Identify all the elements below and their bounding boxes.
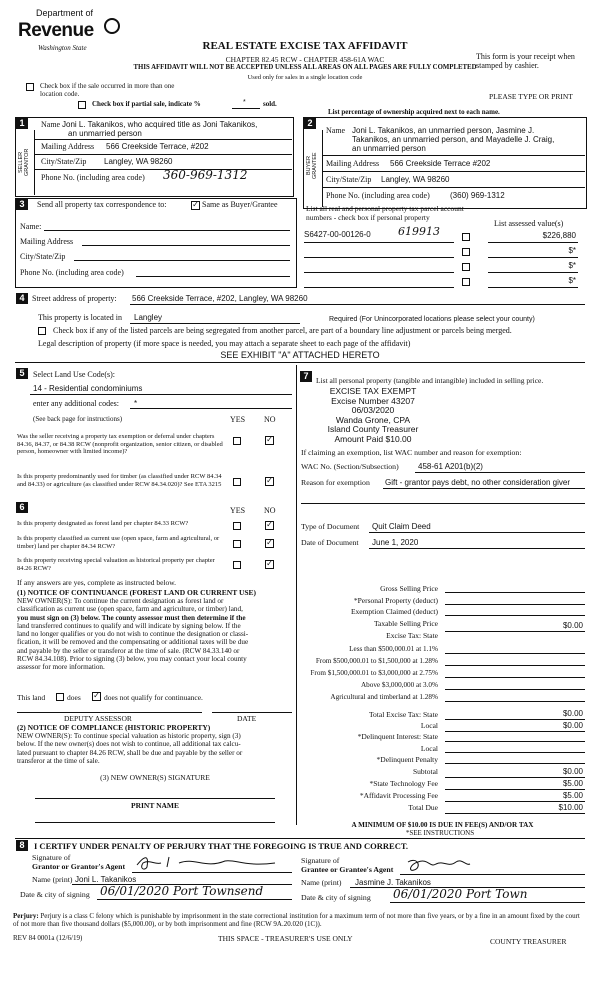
receipt-note: This form is your receipt when stamped by cashier. xyxy=(476,52,575,70)
grantor-date-city: 06/01/2020 Port Townsend xyxy=(100,884,264,898)
form-title: REAL ESTATE EXCISE TAX AFFIDAVIT xyxy=(202,40,408,52)
parcel-list-title: List all real and personal property tax parcel account numbers - check box if personal property xyxy=(306,204,464,222)
corr-name-label: Name: xyxy=(20,222,42,231)
grantor-name-label: Name (print) xyxy=(32,875,73,884)
wac-value: 458-61 A201(b)(2) xyxy=(418,462,483,471)
partial-pct-value: * xyxy=(243,99,246,106)
tier-less-500k-label: Less than $500,000.01 at 1.1% xyxy=(349,645,438,653)
sec6-no-header: NO xyxy=(264,506,276,515)
buyer-mail-label: Mailing Address xyxy=(326,159,380,168)
sec5-q1: Was the seller receiving a property tax exemption or deferral under chapters 84.36, 84.37, or 84.38 RCW (nonprofit organization, senior citizen, or disabled person, homeowner with limited income)? xyxy=(17,433,223,455)
notice-continuance-title: (1) NOTICE OF CONTINUANCE (FOREST LAND OR CURRENT USE) xyxy=(17,588,257,597)
seller-name-line2: an unmarried person xyxy=(68,129,142,138)
section-4-number: 4 xyxy=(16,293,28,304)
taxable-price-value: $0.00 xyxy=(562,621,583,630)
buyer-mail: 566 Creekside Terrace #202 xyxy=(390,159,491,168)
street-label: Street address of property: xyxy=(32,294,117,303)
minimum-note: A MINIMUM OF $10.00 IS DUE IN FEE(S) AND/OR TAX xyxy=(351,821,534,829)
if-yes-note: If any answers are yes, complete as instructed below. xyxy=(17,578,177,587)
land-use-code: 14 - Residential condominiums xyxy=(33,384,143,393)
total-state-label: Total Excise Tax: State xyxy=(368,710,438,719)
parcel-handwritten: 619913 xyxy=(398,225,440,238)
assessed-label: List assessed value(s) xyxy=(494,219,564,228)
personal-property-checkbox-1[interactable] xyxy=(462,233,470,241)
notice-compliance-text: NEW OWNER(S): To continue special valuation as historic property, sign (3) below. If the new owner(s) does not wish to continue, all additional tax calcu- lated pursuant to chapter 84.26 RCW, shall be due and payable by the seller or transferor at the time of sale. xyxy=(17,732,243,765)
grantee-signature-label: Signature of Grantee or Grantee's Agent xyxy=(301,856,394,874)
parcel-number: S6427-00-00126-0 xyxy=(304,230,371,239)
corr-mail-label: Mailing Address xyxy=(20,237,74,246)
logo-swirl-icon xyxy=(104,18,120,34)
gross-price-label: Gross Selling Price xyxy=(380,584,438,593)
delinquent-penalty-label: *Delinquent Penalty xyxy=(376,755,438,764)
doc-date-value: June 1, 2020 xyxy=(372,538,419,547)
buyer-phone-label: Phone No. (including area code) xyxy=(326,191,430,200)
chapter-line: CHAPTER 82.45 RCW - CHAPTER 458-61A WAC xyxy=(225,55,385,64)
grantee-signature xyxy=(404,854,544,872)
buyer-name-line1: Joni L. Takanikos, an unmarried person, Jasmine J. xyxy=(352,126,535,135)
sec5-q2-yes-checkbox[interactable] xyxy=(233,478,241,486)
corr-phone-label: Phone No. (including area code) xyxy=(20,268,124,277)
see-instructions: *SEE INSTRUCTIONS xyxy=(405,829,475,837)
assessed-value-2: $* xyxy=(568,246,576,255)
personal-property-label: List all personal property (tangible and intangible) included in selling price. xyxy=(316,376,544,385)
see-back-note: (See back page for instructions) xyxy=(33,415,123,423)
agricultural-label: Agricultural and timberland at 1.28% xyxy=(330,693,438,701)
personal-property-checkbox-2[interactable] xyxy=(462,248,470,256)
assessed-value-4: $* xyxy=(568,276,576,285)
sec5-yes-header: YES xyxy=(230,415,246,424)
notice-compliance-title: (2) NOTICE OF COMPLIANCE (HISTORIC PROPERTY) xyxy=(17,723,211,732)
sec6-q1-no-checkbox[interactable]: ✓ xyxy=(266,520,273,529)
corr-city-label: City/State/Zip xyxy=(20,252,66,261)
delinquent-local-label: Local xyxy=(420,744,438,753)
total-due-value: $10.00 xyxy=(558,803,583,812)
tech-fee-label: *State Technology Fee xyxy=(369,779,438,788)
segregated-checkbox[interactable] xyxy=(38,327,46,335)
buyer-phone: (360) 969-1312 xyxy=(450,191,505,200)
buyer-name-label: Name xyxy=(326,126,346,135)
seller-mail-label: Mailing Address xyxy=(41,142,95,151)
sec6-q1: Is this property designated as forest land per chapter 84.33 RCW? xyxy=(17,520,189,527)
assessor-date-label: DATE xyxy=(237,714,257,723)
seller-city-label: City/State/Zip xyxy=(41,157,87,166)
sec5-q1-yes-checkbox[interactable] xyxy=(233,437,241,445)
section-2-number: 2 xyxy=(304,118,316,129)
claiming-exemption-label: If claiming an exemption, list WAC number and reason for exemption: xyxy=(301,448,522,457)
perjury-statement: Perjury: Perjury is a class C felony which is punishable by imprisonment in the state correctional institution for a maximum term of not more than five years, or by a fine in an amount fixed by the court of not more than five thousand dollars ($5,000.00), or by both imprisonment and fine (RCW 9A.20.020 (1C)). xyxy=(13,912,580,928)
sec6-q2: Is this property classified as current use (open space, farm and agricultural, or timber) land per chapter 84.34 RCW? xyxy=(17,535,220,550)
seller-name-line1: Joni L. Takanikos, who acquired title as Joni Takanikos, xyxy=(62,120,258,129)
ownership-note: List percentage of ownership acquired next to each name. xyxy=(328,108,500,116)
seller-side-label: SELLER GRANTOR xyxy=(18,148,30,176)
assessed-value-3: $* xyxy=(568,261,576,270)
land-use-label: Select Land Use Code(s): xyxy=(33,370,115,379)
tier-1-label: From $500,000.01 to $1,500,000 at 1.28% xyxy=(315,657,438,665)
legal-description-label: Legal description of property (if more space is needed, you may attach a separate sheet to each page of the affidavit) xyxy=(38,339,411,348)
does-not-label: does not qualify for continuance. xyxy=(104,693,203,702)
land-does-checkbox[interactable] xyxy=(56,693,64,701)
delinquent-state-label: *Delinquent Interest: State xyxy=(357,732,438,741)
taxable-price-label: Taxable Selling Price xyxy=(373,619,438,628)
seller-mail: 566 Creekside Terrace, #202 xyxy=(106,142,209,151)
form-number: REV 84 0001a (12/6/19) xyxy=(13,934,83,942)
buyer-city-label: City/State/Zip xyxy=(326,175,372,184)
grantee-date-city: 06/01/2020 Port Town xyxy=(393,887,528,901)
section-6-number: 6 xyxy=(16,502,28,513)
this-land-label: This land xyxy=(17,693,46,702)
subtotal-label: Subtotal xyxy=(412,767,438,776)
sec6-q2-no-checkbox[interactable]: ✓ xyxy=(266,538,273,547)
reason-value: Gift - grantor pays debt, no other consideration giver xyxy=(385,478,570,487)
doc-date-label: Date of Document xyxy=(301,538,359,547)
warning-line: THIS AFFIDAVIT WILL NOT BE ACCEPTED UNLESS ALL AREAS ON ALL PAGES ARE FULLY COMPLETED xyxy=(133,64,477,71)
print-name-label: PRINT NAME xyxy=(131,801,179,810)
partial-sale-checkbox[interactable] xyxy=(78,101,86,109)
tier-3-label: Above $3,000,000 at 3.0% xyxy=(360,681,438,689)
multi-location-label: Check box if the sale occurred in more than one location code. xyxy=(40,82,175,98)
doc-type-label: Type of Document xyxy=(301,522,360,531)
grantor-name: Joni L. Takanikos xyxy=(75,875,137,884)
sec6-q3: Is this property receiving special valuation as historical property per chapter 84.26 RCW? xyxy=(17,557,215,572)
dept-label: Department of xyxy=(36,8,94,18)
processing-fee-label: *Affidavit Processing Fee xyxy=(359,791,438,800)
grantee-name: Jasmine J. Takanikos xyxy=(355,878,431,887)
exhibit-reference: SEE EXHIBIT "A" ATTACHED HERETO xyxy=(220,350,380,360)
processing-fee-value: $5.00 xyxy=(562,791,583,800)
grantee-name-label: Name (print) xyxy=(301,878,342,887)
sec5-q1-no-checkbox[interactable]: ✓ xyxy=(266,435,273,444)
land-does-not-checkbox[interactable]: ✓ xyxy=(93,691,100,700)
local-value: $0.00 xyxy=(562,721,583,730)
correspondence-label: Send all property tax correspondence to: xyxy=(37,200,167,209)
segregated-label: Check box if any of the listed parcels are being segregated from another parcel, are part of a boundary line adjustment or parcels being merged. xyxy=(53,326,512,335)
same-as-buyer-label: Same as Buyer/Grantee xyxy=(202,200,278,209)
revenue-logo: Revenue xyxy=(18,20,94,41)
buyer-city: Langley, WA 98260 xyxy=(381,175,450,184)
located-label: This property is located in xyxy=(38,313,122,322)
notice-continuance-text: NEW OWNER(S): To continue the current designation as forest land or classification as current use (open space, farm and agriculture, or timber) land, you must sign on (3) below. The county assessor must then determine if the land transferred continues to qualify and will indicate by signing below. If the land no longer qualifies or you do not wish to continue the designation or classi- fication, it will be removed and the compensating or additional taxes will be due and payable by the seller or transferor at the time of sale. (RCW 84.33.140 or RCW 84.34.108). Prior to signing (3) below, you may contact your local county assessor for more information. xyxy=(17,597,249,672)
tech-fee-value: $5.00 xyxy=(562,779,583,788)
personal-property-checkbox-3[interactable] xyxy=(462,263,470,271)
state-label: Washington State xyxy=(38,44,87,52)
used-only-line: Used only for sales in a single location code xyxy=(247,74,363,81)
multi-location-checkbox[interactable] xyxy=(26,83,34,91)
grantor-signature-label: Signature of Grantor or Grantor's Agent xyxy=(32,853,126,871)
same-as-buyer-checkbox[interactable]: ✓ xyxy=(192,200,199,209)
deputy-assessor-label: DEPUTY ASSESSOR xyxy=(64,714,132,723)
tier-2-label: From $1,500,000.01 to $3,000,000 at 2.75% xyxy=(310,669,438,677)
seller-city: Langley, WA 98260 xyxy=(104,157,173,166)
subtotal-value: $0.00 xyxy=(562,767,583,776)
seller-name-label: Name xyxy=(41,120,61,129)
seller-phone-label: Phone No. (including area code) xyxy=(41,173,145,182)
treasurer-space-label: THIS SPACE - TREASURER'S USE ONLY xyxy=(218,934,353,943)
county-treasurer-label: COUNTY TREASURER xyxy=(490,937,567,946)
buyer-name-line2: Takanikos, an unmarried person, and Mayadelle J. Craig, xyxy=(352,135,555,144)
section-5-number: 5 xyxy=(16,368,28,379)
sec6-q1-yes-checkbox[interactable] xyxy=(233,522,241,530)
street-address: 566 Creekside Terrace, #202, Langley, WA 98260 xyxy=(132,294,308,303)
buyer-name-line3: an unmarried person xyxy=(352,144,426,153)
does-label: does xyxy=(67,693,81,702)
section-7-number: 7 xyxy=(300,371,312,382)
reason-label: Reason for exemption xyxy=(301,478,370,487)
section-3-number: 3 xyxy=(16,199,28,210)
total-due-label: Total Due xyxy=(408,803,438,812)
sec5-q2: Is this property predominantly used for timber (as classified under RCW 84.34 and 84.33) or agriculture (as classified under RCW 84.34.020)? See ETA 3215 xyxy=(17,473,222,488)
grantor-date-label: Date & city of signing xyxy=(20,890,90,899)
local-label: Local xyxy=(420,721,438,730)
sec6-yes-header: YES xyxy=(230,506,246,515)
sec6-q2-yes-checkbox[interactable] xyxy=(233,540,241,548)
new-owner-signature-label: (3) NEW OWNER(S) SIGNATURE xyxy=(100,773,210,782)
sec6-q3-no-checkbox[interactable]: ✓ xyxy=(266,559,273,568)
sold-label: sold. xyxy=(263,100,277,108)
exempt-stamp: EXCISE TAX EXEMPT Excise Number 43207 06/03/2020 Wanda Grone, CPA Island County Treasurer Amount Paid $10.00 xyxy=(327,386,419,444)
location-value: Langley xyxy=(134,313,163,322)
type-or-print: PLEASE TYPE OR PRINT xyxy=(489,92,573,101)
sec5-q2-no-checkbox[interactable]: ✓ xyxy=(266,476,273,485)
certify-statement: I CERTIFY UNDER PENALTY OF PERJURY THAT THE FOREGOING IS TRUE AND CORRECT. xyxy=(34,841,409,851)
exemption-deduct-label: Exemption Claimed (deduct) xyxy=(350,607,438,616)
grantor-signature xyxy=(135,853,285,871)
additional-codes-label: enter any additional codes: xyxy=(33,399,119,408)
buyer-side-label: BUYER GRANTEE xyxy=(306,152,318,180)
personal-property-checkbox-4[interactable] xyxy=(462,278,470,286)
wac-label: WAC No. (Section/Subsection) xyxy=(301,462,399,471)
partial-sale-label: Check box if partial sale, indicate % xyxy=(92,100,201,108)
grantee-date-label: Date & city of signing xyxy=(301,893,371,902)
sec5-no-header: NO xyxy=(264,415,276,424)
section-8-number: 8 xyxy=(16,840,28,851)
additional-codes-value: * xyxy=(134,399,138,408)
total-state-value: $0.00 xyxy=(562,709,583,718)
section-1-number: 1 xyxy=(16,118,28,129)
personal-deduct-label: *Personal Property (deduct) xyxy=(353,596,438,605)
doc-type-value: Quit Claim Deed xyxy=(372,522,431,531)
sec6-q3-yes-checkbox[interactable] xyxy=(233,561,241,569)
excise-state-label: Excise Tax: State xyxy=(386,631,438,640)
seller-phone: 360-969-1312 xyxy=(163,168,248,182)
required-note: Required (For Unincorporated locations please select your county) xyxy=(329,316,535,323)
assessed-value-1: $226,880 xyxy=(542,231,576,240)
